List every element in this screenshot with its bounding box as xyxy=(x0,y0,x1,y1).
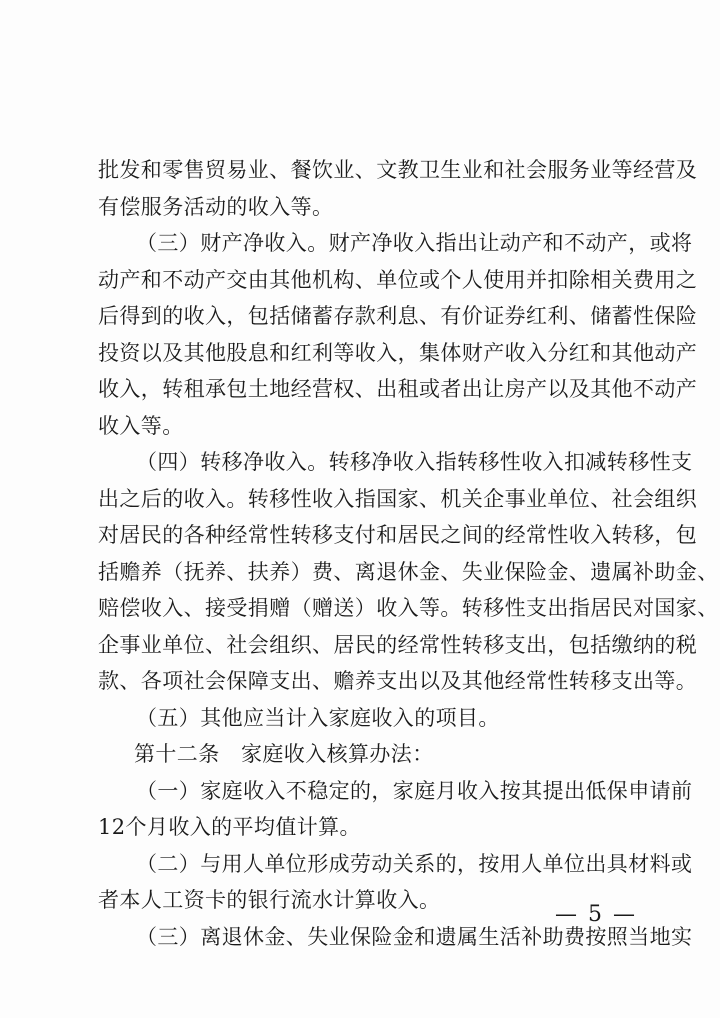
paragraph-start-line: （三）财产净收入。财产净收入指出让动产和不动产，或将 xyxy=(136,231,693,255)
text-line: 出之后的收入。转移性收入指国家、机关企事业单位、社会组织 xyxy=(98,486,698,511)
text-line: 动产和不动产交由其他机构、单位或个人使用并扣除相关费用之 xyxy=(98,267,698,292)
text-line: 收入等。 xyxy=(98,413,184,438)
paragraph-start-line: （四）转移净收入。转移净收入指转移性收入扣减转移性支 xyxy=(136,450,693,474)
text-line: 投资以及其他股息和红利等收入，集体财产收入分红和其他动产 xyxy=(98,340,698,365)
page-number: — 5 — xyxy=(555,902,637,927)
text-line: 有偿服务活动的收入等。 xyxy=(98,194,334,219)
paragraph-start-line: （三）离退休金、失业保险金和遗属生活补助费按照当地实 xyxy=(136,924,693,949)
text-line: 后得到的收入，包括储蓄存款利息、有价证券红利、储蓄性保险 xyxy=(98,304,698,328)
text-line: 赔偿收入、接受捐赠（赠送）收入等。转移性支出指居民对国家、 xyxy=(98,596,719,620)
paragraph-start-line: （五）其他应当计入家庭收入的项目。 xyxy=(136,705,500,730)
text-line: 对居民的各种经常性转移支付和居民之间的经常性收入转移，包 xyxy=(98,523,698,547)
text-line: 企事业单位、社会组织、居民的经常性转移支出，包括缴纳的税 xyxy=(98,632,698,657)
document-body xyxy=(98,152,719,955)
paragraph-start-line: （一）家庭收入不稳定的，家庭月收入按其提出低保申请前 xyxy=(136,778,693,803)
paragraph-start-line: （二）与用人单位形成劳动关系的，按用人单位出具材料或 xyxy=(136,851,693,876)
text-line: 批发和零售贸易业、餐饮业、文教卫生业和社会服务业等经营及 xyxy=(98,158,698,182)
text-line: 括赡养（抚养、扶养）费、离退休金、失业保险金、遗属补助金、 xyxy=(98,559,719,584)
text-line: 款、各项社会保障支出、赡养支出以及其他经常性转移支出等。 xyxy=(98,669,698,693)
text-line: 者本人工资卡的银行流水计算收入。 xyxy=(98,888,441,912)
text-line: 收入，转租承包土地经营权、出租或者出让房产以及其他不动产 xyxy=(98,377,698,401)
text-line: 12个月收入的平均值计算。 xyxy=(98,815,361,839)
article-heading: 第十二条 家庭收入核算办法： xyxy=(134,742,434,766)
